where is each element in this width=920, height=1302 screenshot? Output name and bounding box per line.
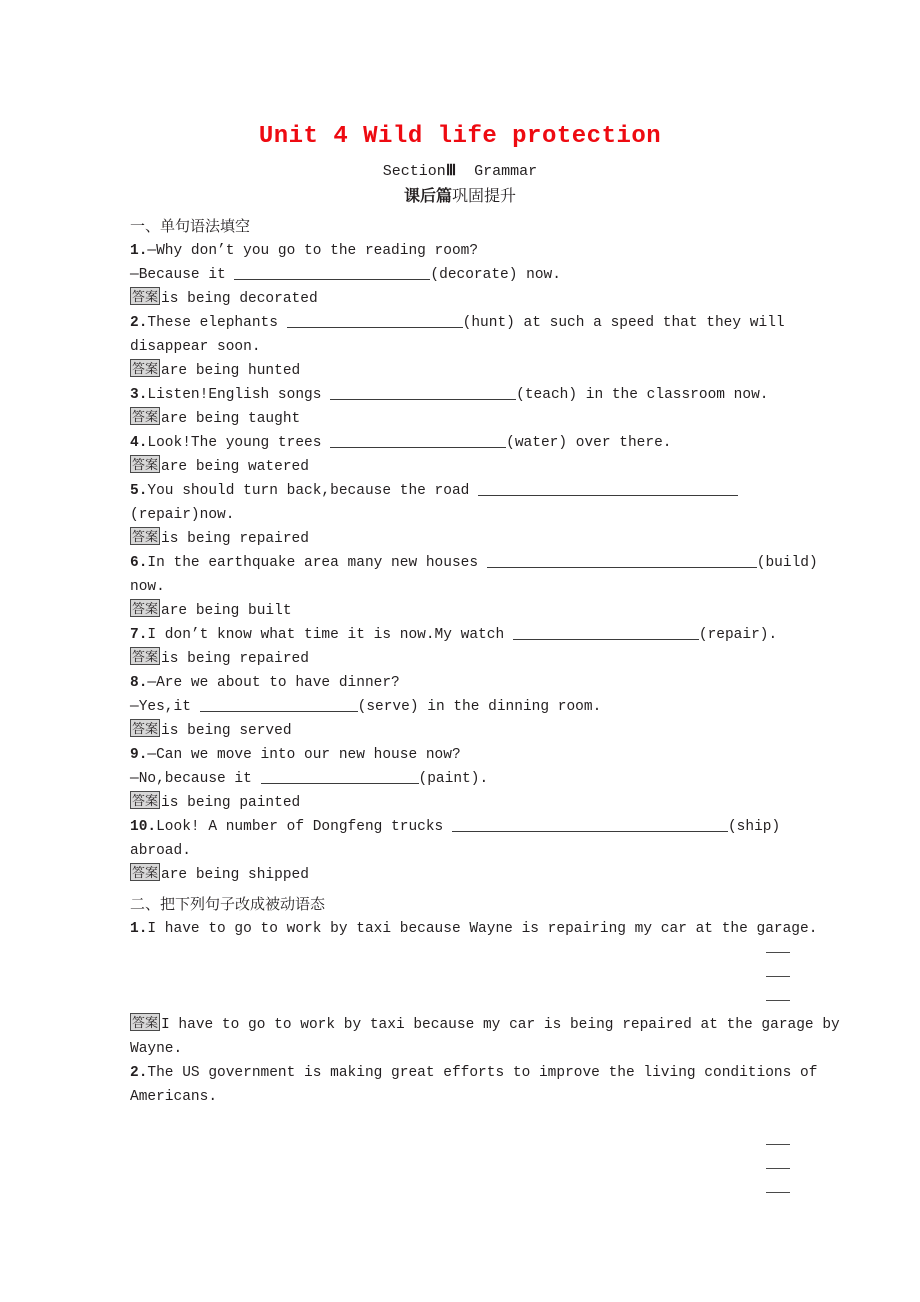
question-text: —Because it — [130, 267, 235, 283]
answer-tag: 答案 — [132, 1015, 159, 1030]
answer-tag: 答案 — [132, 793, 159, 808]
section-heading-2: 二、把下列句子改成被动语态 — [130, 896, 326, 913]
question-text: In the earthquake area many new houses — [147, 555, 487, 571]
question-hint: (decorate) now. — [430, 267, 561, 283]
question-line — [130, 1061, 818, 1085]
question-line — [130, 623, 790, 647]
answer-text: are being hunted — [161, 363, 301, 379]
item-number: 1. — [130, 921, 148, 937]
writing-rule — [766, 1144, 790, 1145]
answer-line — [130, 719, 790, 743]
writing-rule — [766, 1000, 790, 1001]
section-heading-1: 一、单句语法填空 — [130, 218, 251, 235]
item-number: 9. — [130, 747, 148, 763]
question-continuation: Americans. — [130, 1089, 218, 1105]
answer-blank[interactable] — [330, 433, 506, 448]
question-text: —Yes,it — [130, 699, 200, 715]
answer-line — [130, 863, 790, 887]
worksheet-page — [130, 0, 840, 1205]
question-text: The US government is making great efforts to improve the living conditions of — [147, 1065, 818, 1081]
page-title: Unit 4 Wild life protection — [258, 123, 662, 150]
subtitle-roman-numeral: Ⅲ — [445, 163, 457, 179]
question-text: I have to go to work by taxi because Wayne is repairing my car at the garage. — [147, 921, 818, 937]
question-hint: (ship) — [727, 819, 781, 835]
answer-text: is being painted — [161, 795, 301, 811]
question-line — [130, 917, 818, 941]
item-number: 5. — [130, 483, 148, 499]
writing-rule — [766, 976, 790, 977]
question-text: —No,because it — [130, 771, 261, 787]
question-line — [130, 551, 818, 575]
writing-line[interactable] — [130, 989, 790, 1013]
answer-tag: 答案 — [132, 457, 159, 472]
item-number: 2. — [130, 315, 148, 331]
answer-text: are being taught — [161, 411, 301, 427]
answer-text: are being built — [161, 603, 292, 619]
question-line — [130, 743, 790, 767]
answer-tag: 答案 — [132, 289, 159, 304]
question-hint: (serve) in the dinning room. — [357, 699, 602, 715]
question-hint: (build) — [756, 555, 818, 571]
question-line — [130, 479, 790, 503]
writing-line[interactable] — [130, 941, 790, 965]
question-text: Look! A number of Dongfeng trucks — [156, 819, 452, 835]
question-text: —Can we move into our new house now? — [147, 747, 461, 763]
question-continuation: now. — [130, 579, 165, 595]
chinese-subtitle-bold: 课后篇 — [403, 188, 452, 205]
subtitle-section-label: Section — [382, 163, 446, 180]
question-hint: (repair). — [698, 627, 778, 643]
answer-tag: 答案 — [132, 409, 159, 424]
answer-line — [130, 287, 790, 311]
answer-tag: 答案 — [132, 721, 159, 736]
question-continuation: disappear soon. — [130, 339, 261, 355]
answer-text: is being decorated — [161, 291, 318, 307]
answer-line — [130, 359, 790, 383]
chinese-subtitle-normal: 巩固提升 — [452, 188, 517, 205]
answer-line — [130, 455, 790, 479]
answer-tag: 答案 — [132, 865, 159, 880]
item-number: 4. — [130, 435, 148, 451]
question-line — [130, 263, 790, 287]
question-text: —Why don’t you go to the reading room? — [147, 243, 479, 259]
answer-blank[interactable] — [513, 625, 699, 640]
answer-line — [130, 407, 790, 431]
question-text: Look!The young trees — [147, 435, 331, 451]
answer-text: is being served — [161, 723, 292, 739]
answer-tag: 答案 — [132, 649, 159, 664]
item-number: 1. — [130, 243, 148, 259]
answer-tag: 答案 — [132, 601, 159, 616]
question-line — [130, 671, 790, 695]
writing-line[interactable] — [130, 965, 790, 989]
answer-line — [130, 599, 790, 623]
question-hint: (teach) in the classroom now. — [516, 387, 769, 403]
question-line — [130, 383, 790, 407]
answer-blank[interactable] — [261, 769, 419, 784]
question-text: You should turn back,because the road — [147, 483, 479, 499]
question-hint: (paint). — [418, 771, 489, 787]
answer-text: are being watered — [161, 459, 309, 475]
answer-text: I have to go to work by taxi because my car is being repaired at the garage by — [161, 1017, 840, 1033]
answer-blank[interactable] — [478, 481, 738, 496]
question-line — [130, 311, 790, 335]
subtitle-grammar-label: Grammar — [474, 163, 538, 180]
item-number: 2. — [130, 1065, 148, 1081]
item-number: 10. — [130, 819, 157, 835]
answer-line — [130, 527, 790, 551]
writing-rule — [766, 1192, 790, 1193]
answer-tag: 答案 — [132, 361, 159, 376]
writing-rule — [766, 952, 790, 953]
question-line — [130, 767, 790, 791]
writing-line[interactable] — [130, 1157, 790, 1181]
blank-space — [130, 1109, 790, 1133]
item-number: 8. — [130, 675, 148, 691]
answer-line — [130, 791, 790, 815]
item-number: 6. — [130, 555, 148, 571]
answer-blank[interactable] — [200, 697, 358, 712]
writing-line[interactable] — [130, 1181, 790, 1205]
question-line — [130, 239, 790, 263]
question-line — [130, 431, 790, 455]
question-text: —Are we about to have dinner? — [147, 675, 400, 691]
item-number: 3. — [130, 387, 148, 403]
section-subtitle — [130, 159, 790, 184]
question-hint: (hunt) at such a speed that they will — [462, 315, 785, 331]
answer-continuation: Wayne. — [130, 1041, 183, 1057]
writing-rule — [766, 1168, 790, 1169]
answer-blank[interactable] — [452, 817, 728, 832]
answer-blank[interactable] — [287, 313, 463, 328]
writing-line[interactable] — [130, 1133, 790, 1157]
question-line — [130, 695, 790, 719]
question-text: Listen!English songs — [147, 387, 331, 403]
question-text: I don’t know what time it is now.My watch — [147, 627, 513, 643]
question-hint: (water) over there. — [506, 435, 672, 451]
answer-blank[interactable] — [487, 553, 757, 568]
answer-blank[interactable] — [330, 385, 516, 400]
answer-tag: 答案 — [132, 529, 159, 544]
question-continuation: (repair)now. — [130, 507, 235, 523]
item-number: 7. — [130, 627, 148, 643]
question-continuation: abroad. — [130, 843, 191, 859]
chinese-subtitle — [130, 184, 790, 209]
answer-blank[interactable] — [234, 265, 430, 280]
answer-line — [130, 647, 790, 671]
answer-text: is being repaired — [161, 531, 309, 547]
question-line — [130, 815, 790, 839]
question-text: These elephants — [147, 315, 287, 331]
answer-line — [130, 1013, 840, 1037]
answer-text: are being shipped — [161, 867, 309, 883]
answer-text: is being repaired — [161, 651, 309, 667]
